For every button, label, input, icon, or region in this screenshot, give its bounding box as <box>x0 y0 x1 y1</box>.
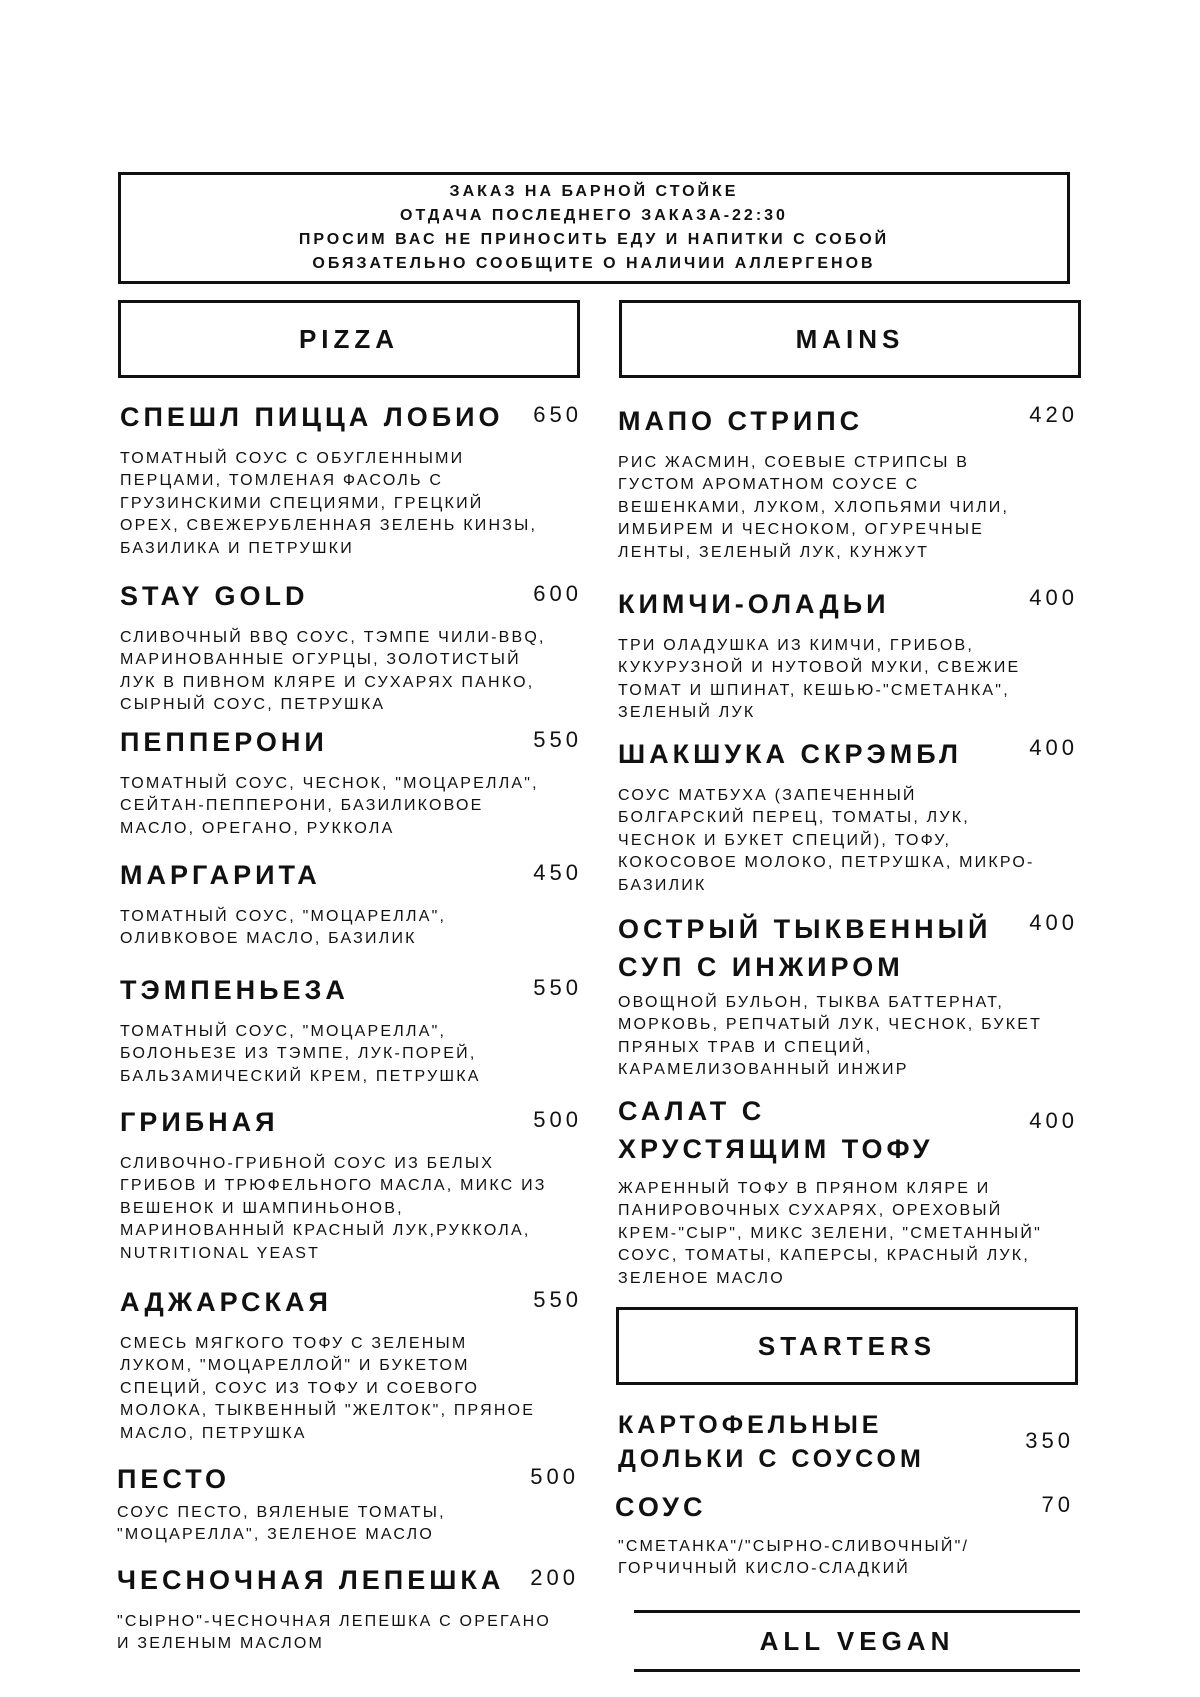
item-name: ГРИБНАЯ <box>120 1107 279 1137</box>
item-description: СМЕСЬ МЯГКОГО ТОФУ С ЗЕЛЕНЫМ ЛУКОМ, "МОЦАРЕЛЛОЙ" И БУКЕТОМ СПЕЦИЙ, СОУС ИЗ ТОФУ И СОЕВОГО МОЛОКА, ТЫКВЕННЫЙ "ЖЕЛТОК", ПРЯНОЕ МАСЛО, ПЕТРУШКА <box>120 1335 536 1442</box>
item-price: 420 <box>1029 402 1078 427</box>
item-price: 500 <box>530 1464 579 1489</box>
item-price: 550 <box>533 1287 582 1312</box>
starters-header <box>616 1307 1078 1385</box>
item-description: СЛИВОЧНЫЙ BBQ СОУС, ТЭМПЕ ЧИЛИ-BBQ, МАРИНОВАННЫЕ ОГУРЦЫ, ЗОЛОТИСТЫЙ ЛУК В ПИВНОМ КЛЯРЕ И СУХАРЯХ ПАНКО, СЫРНЫЙ СОУС, ПЕТРУШКА <box>120 629 546 714</box>
item-name: ШАКШУКА СКРЭМБЛ <box>618 739 962 769</box>
item-description: ТОМАТНЫЙ СОУС, "МОЦАРЕЛЛА", ОЛИВКОВОЕ МАСЛО, БАЗИЛИК <box>120 908 447 948</box>
item-name: АДЖАРСКАЯ <box>120 1287 332 1317</box>
menu-item <box>618 735 1078 897</box>
item-name: STAY GOLD <box>120 581 309 611</box>
item-name: СПЕШЛ ПИЦЦА ЛОБИО <box>120 402 504 432</box>
menu-item <box>618 910 1078 1082</box>
starters-title: STARTERS <box>757 1330 937 1361</box>
item-name: ЧЕСНОЧНАЯ ЛЕПЕШКА <box>117 1565 505 1595</box>
item-description: ОВОЩНОЙ БУЛЬОН, ТЫКВА БАТТЕРНАТ, МОРКОВЬ, РЕПЧАТЫЙ ЛУК, ЧЕСНОК, БУКЕТ ПРЯНЫХ ТРАВ И СПЕЦИЙ, КАРАМЕЛИЗОВАННЫЙ ИНЖИР <box>618 994 1043 1079</box>
all-vegan-banner <box>634 1610 1080 1672</box>
menu-item <box>618 1408 1074 1476</box>
item-name: ПЕППЕРОНИ <box>120 727 328 757</box>
menu-item <box>120 577 582 717</box>
menu-item <box>618 1092 1078 1290</box>
item-name: КАРТОФЕЛЬНЫЕ ДОЛЬКИ С СОУСОМ <box>618 1411 925 1473</box>
item-price: 450 <box>533 860 582 885</box>
menu-item <box>117 1460 579 1547</box>
menu-item <box>120 723 582 840</box>
item-description: ТОМАТНЫЙ СОУС, "МОЦАРЕЛЛА", БОЛОНЬЕЗЕ ИЗ ТЭМПЕ, ЛУК-ПОРЕЙ, БАЛЬЗАМИЧЕСКИЙ КРЕМ, ПЕТРУШКА <box>120 1023 481 1085</box>
item-price: 200 <box>530 1565 579 1590</box>
menu-item <box>618 585 1078 725</box>
item-price: 600 <box>533 581 582 606</box>
item-name: САЛАТ С ХРУСТЯЩИМ ТОФУ <box>618 1096 934 1164</box>
menu-item <box>120 1103 582 1265</box>
item-description: ТРИ ОЛАДУШКА ИЗ КИМЧИ, ГРИБОВ, КУКУРУЗНОЙ И НУТОВОЙ МУКИ, СВЕЖИЕ ТОМАТ И ШПИНАТ, КЕШЬЮ-"СМЕТАНКА", ЗЕЛЕНЫЙ ЛУК <box>618 637 1021 722</box>
item-price: 500 <box>533 1107 582 1132</box>
item-description: ЖАРЕННЫЙ ТОФУ В ПРЯНОМ КЛЯРЕ И ПАНИРОВОЧНЫХ СУХАРЯХ, ОРЕХОВЫЙ КРЕМ-"СЫР", МИКС ЗЕЛЕНИ, "СМЕТАННЫЙ" СОУС, ТОМАТЫ, КАПЕРСЫ, КРАСНЫЙ ЛУК, ЗЕЛЕНОЕ МАСЛО <box>618 1180 1043 1287</box>
item-name: МАПО СТРИПС <box>618 406 864 436</box>
pizza-title: PIZZA <box>298 323 400 354</box>
item-name: ТЭМПЕНЬЕЗА <box>120 975 349 1005</box>
mains-header <box>619 300 1081 378</box>
item-description: РИС ЖАСМИН, СОЕВЫЕ СТРИПСЫ В ГУСТОМ АРОМАТНОМ СОУСЕ С ВЕШЕНКАМИ, ЛУКОМ, ХЛОПЬЯМИ ЧИЛИ, ИМБИРЕМ И ЧЕСНОКОМ, ОГУРЕЧНЫЕ ЛЕНТЫ, ЗЕЛЕНЫЙ ЛУК, КУНЖУТ <box>618 454 1010 561</box>
item-name: ОСТРЫЙ ТЫКВЕННЫЙ СУП С ИНЖИРОМ <box>618 914 992 982</box>
item-description: СОУС МАТБУХА (ЗАПЕЧЕННЫЙ БОЛГАРСКИЙ ПЕРЕЦ, ТОМАТЫ, ЛУК, ЧЕСНОК И БУКЕТ СПЕЦИЙ), ТОФУ, КОКОСОВОЕ МОЛОКО, ПЕТРУШКА, МИКРО- БАЗИЛИК <box>618 787 1035 894</box>
item-description: СЛИВОЧНО-ГРИБНОЙ СОУС ИЗ БЕЛЫХ ГРИБОВ И ТРЮФЕЛЬНОГО МАСЛА, МИКС ИЗ ВЕШЕНОК И ШАМПИНЬОНОВ, МАРИНОВАННЫЙ КРАСНЫЙ ЛУК,РУККОЛА, NUTRITIONAL YEAST <box>120 1155 547 1262</box>
item-description: "СМЕТАНКА"/"СЫРНО-СЛИВОЧНЫЙ"/ ГОРЧИЧНЫЙ КИСЛО-СЛАДКИЙ <box>618 1538 970 1578</box>
item-price: 400 <box>1029 910 1078 935</box>
notice-line: ОБЯЗАТЕЛЬНО СООБЩИТЕ О НАЛИЧИИ АЛЛЕРГЕНОВ <box>312 255 876 272</box>
item-description: ТОМАТНЫЙ СОУС С ОБУГЛЕННЫМИ ПЕРЦАМИ, ТОМЛЕНАЯ ФАСОЛЬ С ГРУЗИНСКИМИ СПЕЦИЯМИ, ГРЕЦКИЙ ОРЕХ, СВЕЖЕРУБЛЕННАЯ ЗЕЛЕНЬ КИНЗЫ, БАЗИЛИКА И ПЕТРУШКИ <box>120 450 538 557</box>
item-name: СОУС <box>615 1492 707 1522</box>
menu-item <box>120 1283 582 1445</box>
item-price: 550 <box>533 727 582 752</box>
notice-line: ПРОСИМ ВАС НЕ ПРИНОСИТЬ ЕДУ И НАПИТКИ С СОБОЙ <box>298 231 890 248</box>
item-price: 400 <box>1029 1108 1078 1133</box>
all-vegan-label: ALL VEGAN <box>759 1625 955 1656</box>
mains-title: MAINS <box>795 323 905 354</box>
item-name: МАРГАРИТА <box>120 860 321 890</box>
item-name: КИМЧИ-ОЛАДЬИ <box>618 589 890 619</box>
menu-item <box>120 971 582 1088</box>
item-price: 400 <box>1029 585 1078 610</box>
item-price: 400 <box>1029 735 1078 760</box>
item-price: 650 <box>533 402 582 427</box>
notice-line: ОТДАЧА ПОСЛЕДНЕГО ЗАКАЗА-22:30 <box>400 207 788 224</box>
item-description: "СЫРНО"-ЧЕСНОЧНАЯ ЛЕПЕШКА С ОРЕГАНО И ЗЕЛЕНЫМ МАСЛОМ <box>117 1613 552 1653</box>
item-price: 70 <box>1041 1492 1074 1517</box>
menu-item <box>120 398 582 560</box>
item-description: СОУС ПЕСТО, ВЯЛЕНЫЕ ТОМАТЫ, "МОЦАРЕЛЛА", ЗЕЛЕНОЕ МАСЛО <box>117 1504 446 1544</box>
item-price: 350 <box>1025 1428 1074 1453</box>
menu-item <box>117 1561 579 1656</box>
menu-item <box>618 402 1078 564</box>
menu-item <box>120 856 582 951</box>
notice-box <box>118 172 1070 284</box>
item-price: 550 <box>533 975 582 1000</box>
pizza-header <box>118 300 580 378</box>
item-name: ПЕСТО <box>117 1464 231 1494</box>
item-description: ТОМАТНЫЙ СОУС, ЧЕСНОК, "МОЦАРЕЛЛА", СЕЙТАН-ПЕППЕРОНИ, БАЗИЛИКОВОЕ МАСЛО, ОРЕГАНО, РУККОЛА <box>120 775 539 837</box>
menu-item <box>615 1488 1074 1581</box>
notice-line: ЗАКАЗ НА БАРНОЙ СТОЙКЕ <box>449 183 739 200</box>
